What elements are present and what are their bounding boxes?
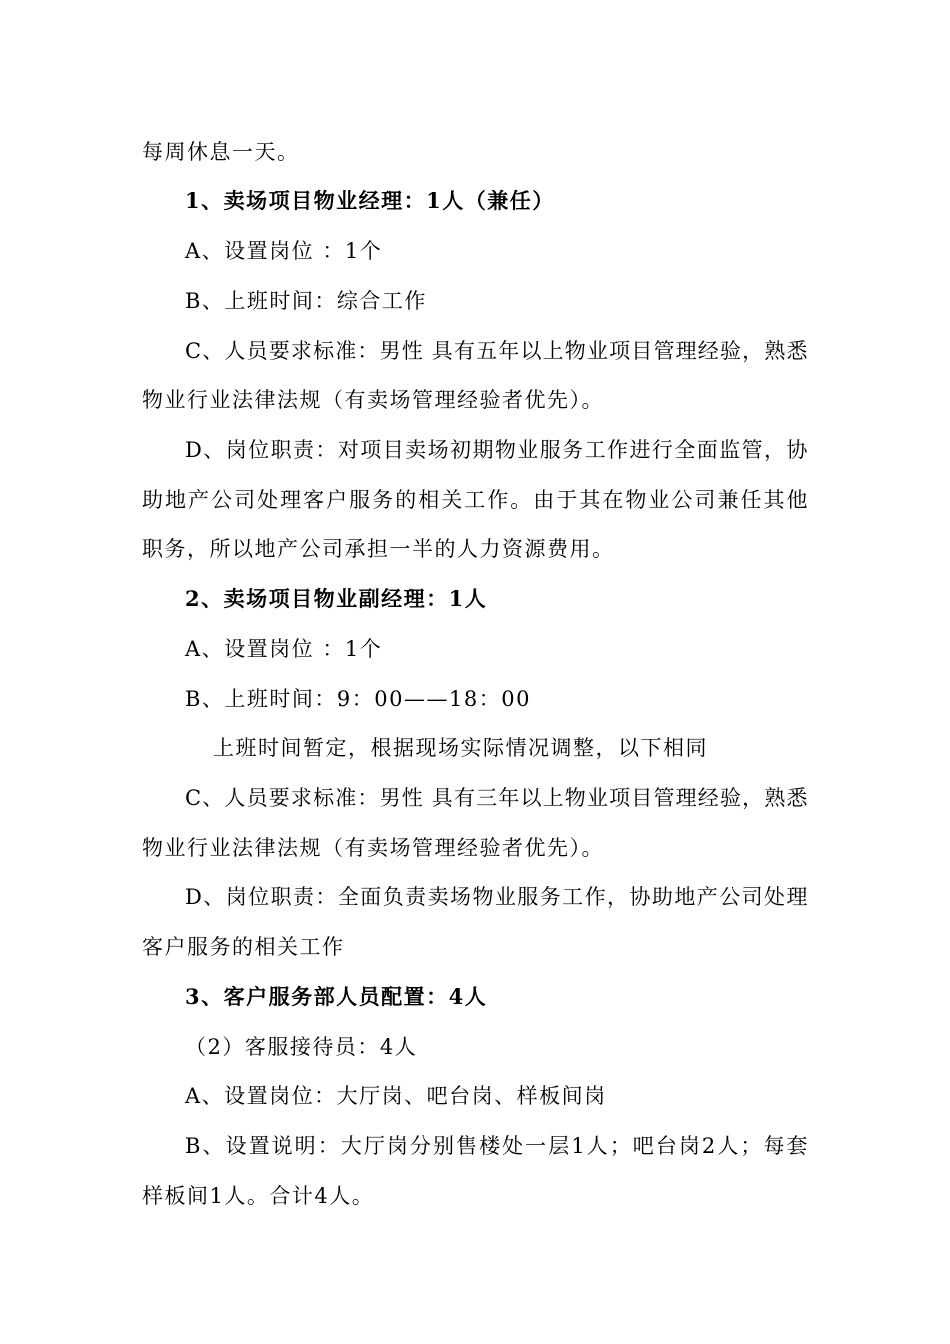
heading-deputy-manager: 2、卖场项目物业副经理：1人: [185, 586, 488, 611]
line-reception-staff: （2）客服接待员：4人: [185, 1035, 418, 1059]
line-manager-duties: D、岗位职责：对项目卖场初期物业服务工作进行全面监管，协: [185, 438, 808, 462]
line-deputy-requirements: C、人员要求标准：男性 具有三年以上物业项目管理经验，熟悉: [185, 786, 808, 810]
line-manager-positions: A、设置岗位 ：1个: [185, 239, 383, 263]
line-reception-positions: A、设置岗位：大厅岗、吧台岗、样板间岗: [185, 1084, 607, 1108]
line-deputy-hours: B、上班时间：9：00——18：00: [185, 687, 531, 711]
line-reception-description: B、设置说明：大厅岗分别售楼处一层1人；吧台岗2人；每套: [185, 1134, 808, 1158]
heading-property-manager: 1、卖场项目物业经理：1人（兼任）: [185, 188, 555, 213]
line-deputy-duties: D、岗位职责：全面负责卖场物业服务工作，协助地产公司处理: [185, 885, 808, 909]
line-reception-total: 样板间1人。合计4人。: [142, 1184, 375, 1208]
line-deputy-requirements-cont: 物业行业法律法规（有卖场管理经验者优先）。: [142, 836, 604, 860]
line-deputy-positions: A、设置岗位 ：1个: [185, 637, 383, 661]
heading-customer-service: 3、客户服务部人员配置：4人: [185, 984, 488, 1009]
line-manager-requirements: C、人员要求标准：男性 具有五年以上物业项目管理经验，熟悉: [185, 339, 808, 363]
line-manager-duties-cont: 助地产公司处理客户服务的相关工作。由于其在物业公司兼任其他: [142, 488, 808, 512]
line-manager-requirements-cont: 物业行业法律法规（有卖场管理经验者优先）。: [142, 388, 604, 412]
line-deputy-duties-cont: 客户服务的相关工作: [142, 935, 345, 959]
line-manager-duties-end: 职务，所以地产公司承担一半的人力资源费用。: [142, 537, 615, 561]
line-deputy-hours-note: 上班时间暂定，根据现场实际情况调整，以下相同: [213, 736, 708, 760]
line-rest-day: 每周休息一天。: [142, 140, 300, 164]
line-manager-hours: B、上班时间：综合工作: [185, 289, 427, 313]
